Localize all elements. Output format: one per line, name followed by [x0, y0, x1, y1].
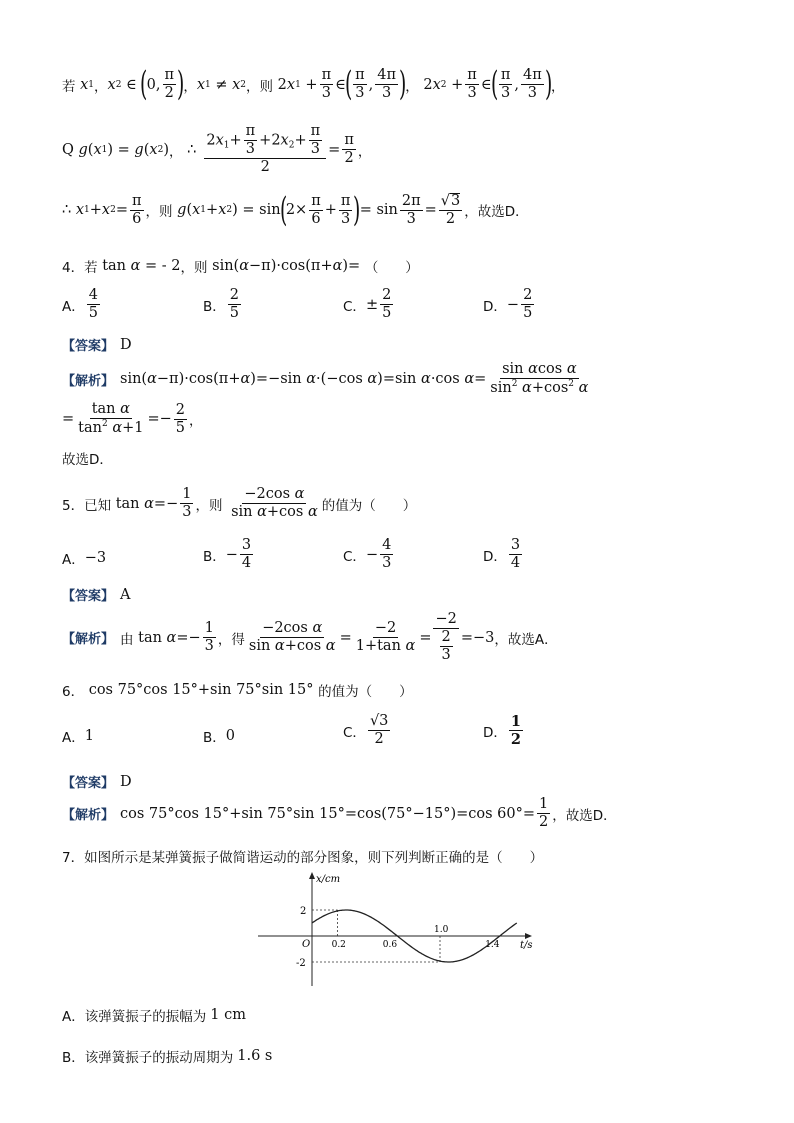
- q6-analysis: 【解析】 cos 75°cos 15°+sin 75°sin 15°=cos(75°−15°)=cos 60°= $\frac{1}{2}$ ，故选D．: [62, 796, 617, 831]
- q6-option-c[interactable]: C． $\frac{√3}{2}$: [343, 713, 389, 748]
- question-5: 5．已知 tan α =− $\frac{1}{3}$ ， 则 $\frac{\text{−2cos α}}{\text{sin α+cos α}}$ 的值为 （ ）: [62, 486, 417, 521]
- solution-line-3: ∴ x 1 + x 2 = $\frac{\pi}{6}$ ， 则 g ( x 1 + x 2 ) = sin ( 2× $\frac{\pi}{6}$ + $\frac{\pi}{3}$ ) = sin $\frac{2\pi}{3}$ = $\frac{√3}{2}$ ，故选D．: [62, 189, 529, 230]
- q7-option-a[interactable]: A．该弹簧振子的振幅为 1 cm: [62, 1007, 246, 1025]
- q4-analysis-1: 【解析】 sin( α −π)·cos(π+ α )=−sin α ·(−cos α )=sin α ·cos α = $\frac{\text{sin αcos α}}{\sin^2 \alpha+\cos^2 \alpha}$: [62, 361, 589, 397]
- x-tick-label: 0.6: [382, 940, 398, 950]
- y-axis-arrow: [309, 872, 315, 879]
- y-axis-label: x/cm: [316, 874, 341, 885]
- q4-option-a[interactable]: A． $\frac{4}{5}$: [62, 287, 98, 322]
- x-axis-arrow: [525, 933, 532, 939]
- q7-option-b[interactable]: B．该弹簧振子的振动周期为 1.6 s: [62, 1048, 273, 1066]
- y-tick-label: -2: [296, 958, 306, 969]
- shm-graph: [250, 868, 540, 988]
- x-tick-label: 1.4: [485, 940, 500, 950]
- q5-option-a[interactable]: A． −3: [62, 550, 107, 568]
- x-tick-label: 0.2: [331, 940, 346, 950]
- q6-option-b[interactable]: B． 0: [203, 728, 235, 746]
- q4-option-b[interactable]: B． $\frac{2}{5}$: [203, 287, 239, 322]
- q5-option-b[interactable]: B． − $\frac{3}{4}$: [203, 537, 252, 572]
- q5-option-d[interactable]: D． $\frac{3}{4}$: [483, 537, 521, 572]
- solution-line-1: 若 x 1 ， x 2 ∈ ( 0, $\frac{\pi}{2}$ ) ， x 1 ≠ x 2 ， 则 2 x 1 + $\frac{\pi}{3}$ ∈ ( $\frac{\pi}{3}$ , $\frac{4\pi}{3}$ ) ， 2 x 2 + $\frac{\pi}{3}$ ∈ ( $\frac{\pi}{3}$ , $\frac{4\pi}{3}$ ) ，: [62, 64, 565, 105]
- q6-answer: 【答案】 D: [62, 773, 132, 791]
- x-tick-label: 1.0: [434, 925, 449, 935]
- q4-conclusion: 故选D．: [62, 452, 113, 468]
- origin-label: O: [302, 939, 311, 950]
- q5-option-c[interactable]: C． − $\frac{4}{3}$: [343, 537, 392, 572]
- q4-answer: 【答案】 D: [62, 336, 132, 354]
- question-4: 4．若 tan α = - 2 ， 则 sin( α −π)·cos(π+ α )= （ ）: [62, 258, 419, 276]
- q6-option-d[interactable]: D． $\frac{1}{2}$: [483, 713, 521, 749]
- q5-analysis: 【解析】 由 tan α =− $\frac{1}{3}$ ， 得 $\frac{\text{−2cos α}}{\text{sin α+cos α}}$ = $\frac{-2}{\text{1+tan α}}$ = $\frac{-2}{\frac{2}{3}}$ =−3 ，故选A．: [62, 611, 558, 664]
- q4-analysis-2: = $\frac{\text{tan α}}{\tan^2 \alpha+1}$ =− $\frac{2}{5}$ ，: [62, 401, 203, 437]
- question-6: 6． cos 75°cos 15°+sin 75°sin 15° 的值为（ ）: [62, 682, 413, 700]
- y-tick-label: 2: [300, 906, 307, 917]
- q5-answer: 【答案】 A: [62, 586, 131, 604]
- x-axis-label: t/s: [520, 940, 533, 951]
- solution-line-2: Q g ( x 1 ) = g ( x 2 ) ， ∴ $2x_1+$ $\frac{\pi}{3}$ $+2x_2+$ $\frac{\pi}{3}$ 2 = $\frac{\pi}{2}$ ，: [62, 123, 372, 176]
- q6-option-a[interactable]: A． 1: [62, 728, 94, 746]
- q4-option-d[interactable]: D． − $\frac{2}{5}$: [483, 287, 533, 322]
- q4-option-c[interactable]: C． ± $\frac{2}{5}$: [343, 287, 392, 322]
- question-7: 7．如图所示是某弹簧振子做简谐运动的部分图象，则下列判断正确的是（ ）: [62, 850, 544, 866]
